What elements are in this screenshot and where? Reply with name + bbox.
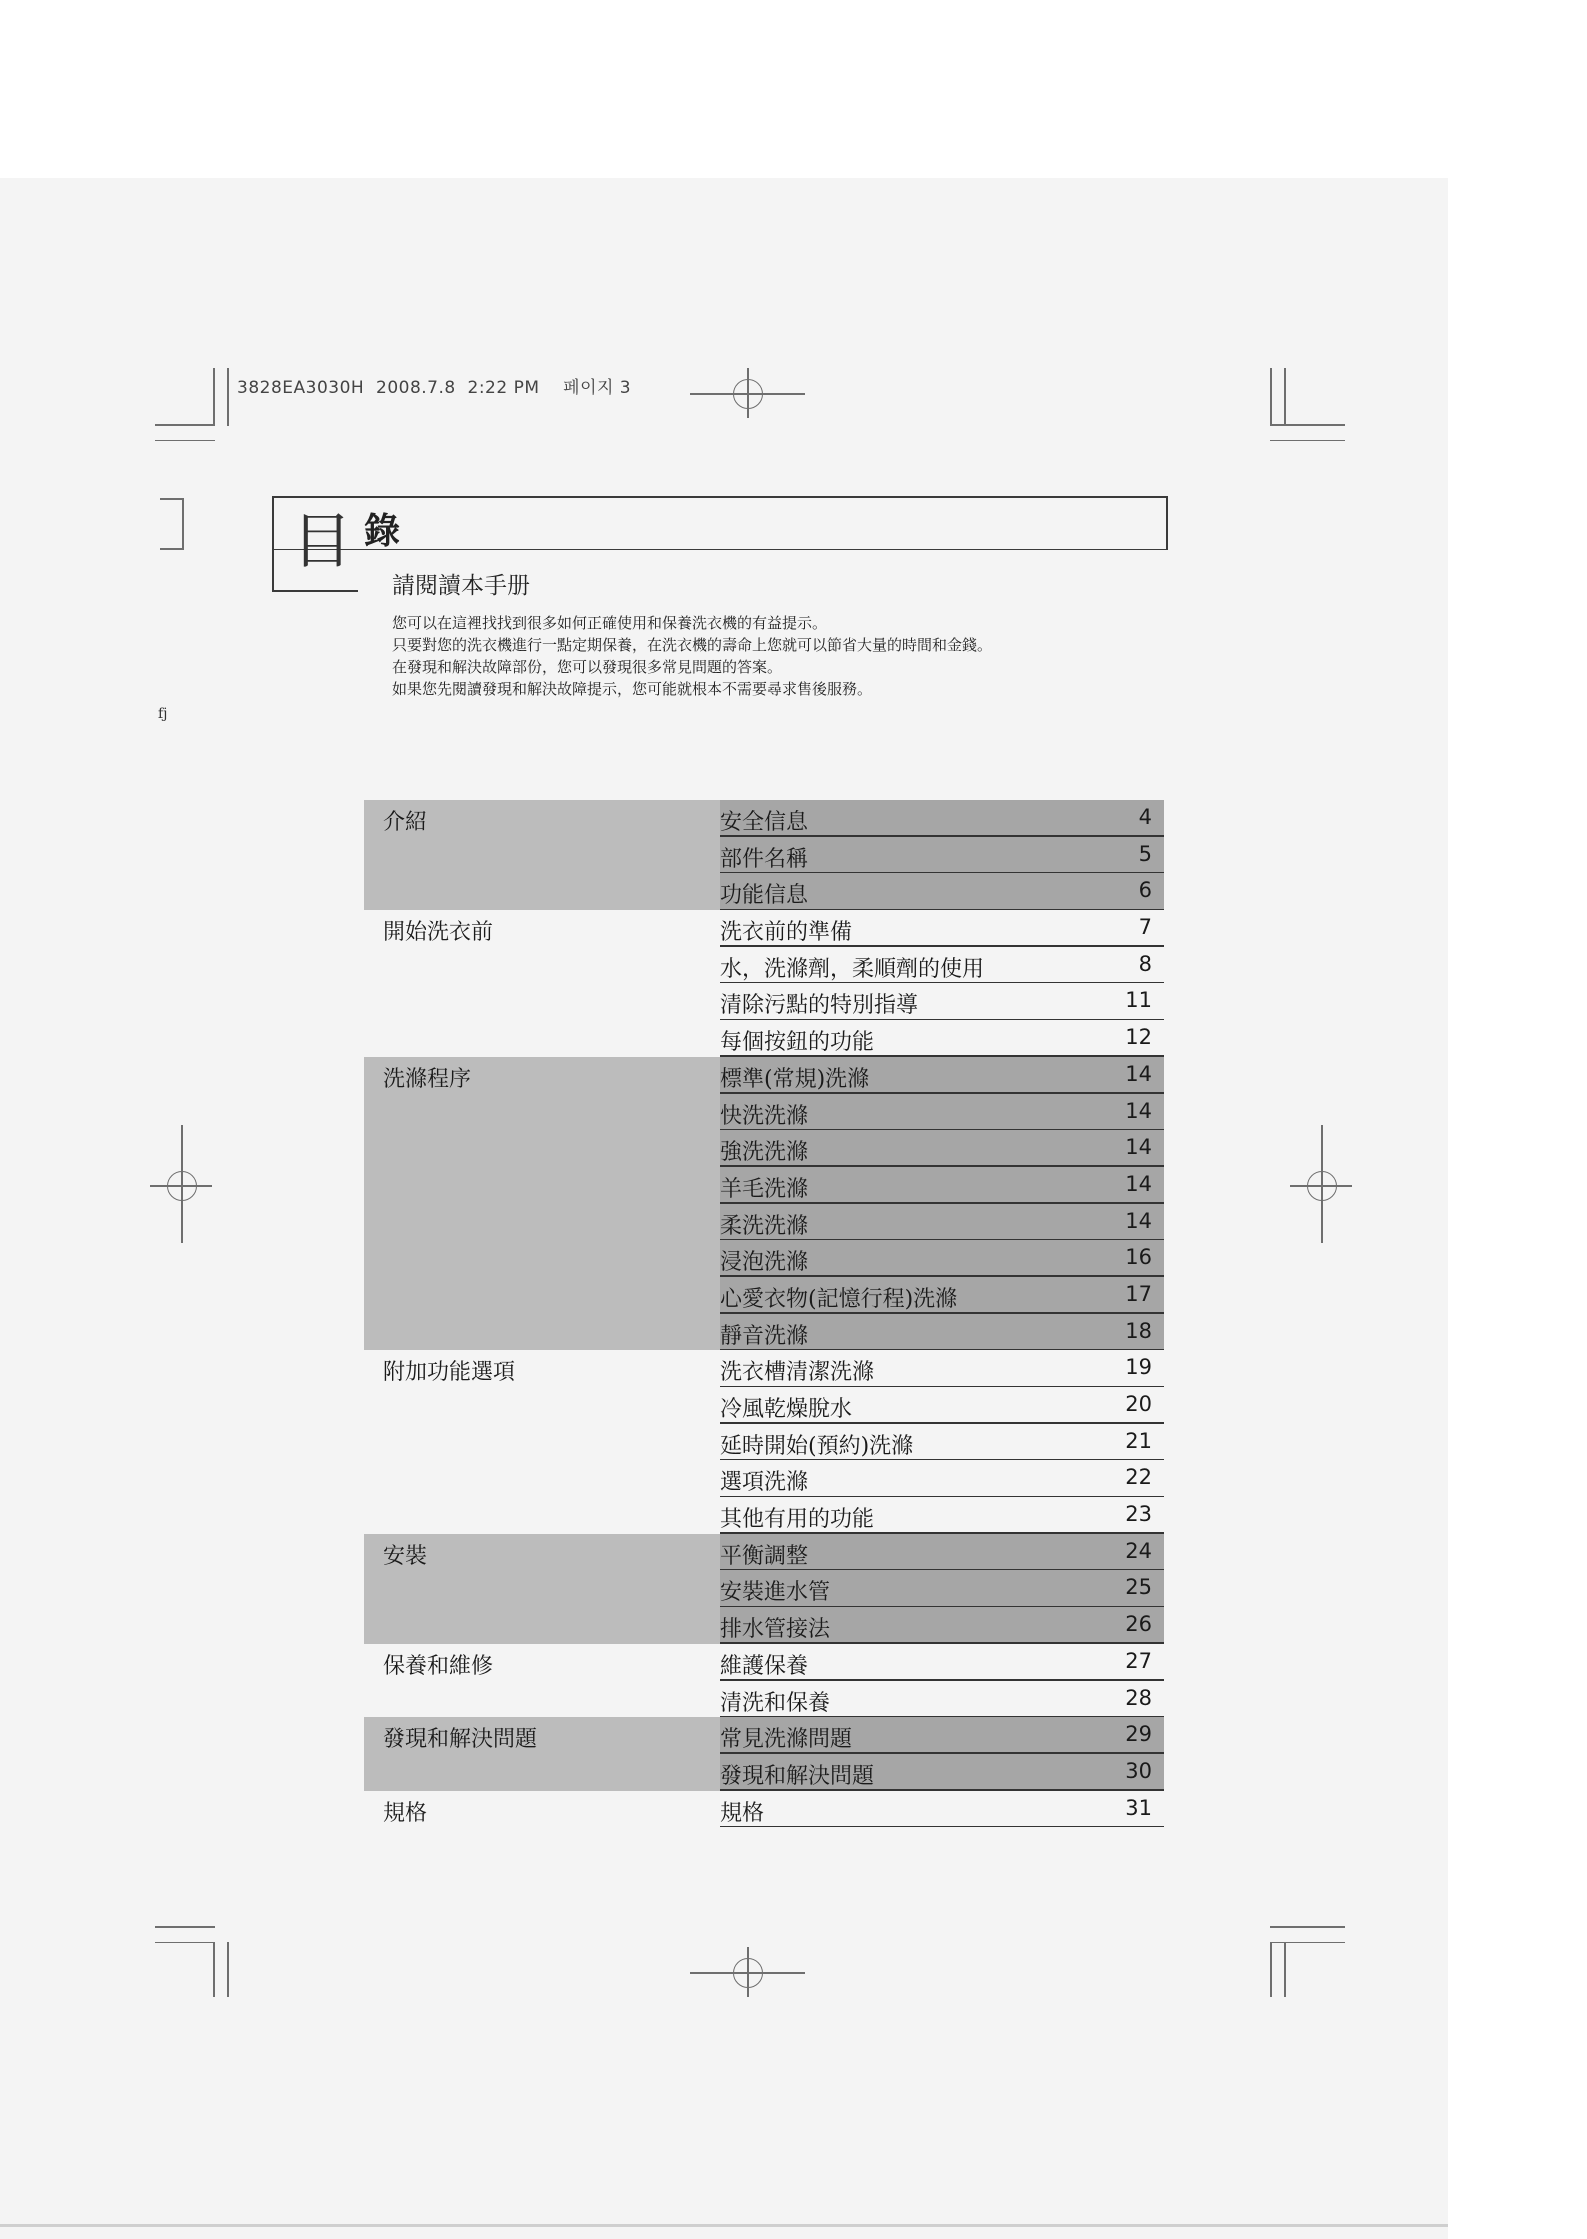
page-subtitle: 請閱讀本手册 bbox=[392, 573, 530, 599]
toc-row[interactable] bbox=[364, 837, 1164, 874]
toc-entry-page: 19 bbox=[1125, 1355, 1152, 1380]
page-label: 페이지 3 bbox=[563, 378, 632, 398]
scan-margin bbox=[1448, 178, 1587, 2239]
toc-entry-page: 14 bbox=[1125, 1061, 1152, 1086]
toc-section-label: 發現和解決問題 bbox=[383, 1727, 538, 1753]
toc-row[interactable] bbox=[364, 1314, 1164, 1351]
toc-row[interactable] bbox=[364, 1020, 1164, 1057]
margin-glyph: fj bbox=[158, 706, 168, 722]
toc-entry-page: 14 bbox=[1125, 1171, 1152, 1196]
toc-entry-page: 20 bbox=[1125, 1392, 1152, 1416]
toc-row[interactable] bbox=[364, 873, 1164, 910]
intro-paragraph bbox=[392, 612, 1212, 700]
toc-section bbox=[364, 910, 1164, 1057]
toc-entry-title: 靜音洗滌 bbox=[720, 1323, 809, 1349]
toc-entry-page: 27 bbox=[1125, 1648, 1152, 1673]
toc-section-label: 附加功能選項 bbox=[383, 1360, 516, 1386]
page-title: 錄 bbox=[364, 510, 401, 552]
scan-edge-line bbox=[0, 2224, 1448, 2227]
toc-entry-page: 25 bbox=[1125, 1575, 1152, 1600]
toc-entry-title: 水，洗滌劑，柔順劑的使用 bbox=[720, 956, 985, 982]
toc-entry-title: 冷風乾燥脫水 bbox=[720, 1397, 853, 1422]
toc-entry-page: 31 bbox=[1125, 1795, 1152, 1820]
toc-row-rule bbox=[720, 1826, 1164, 1828]
toc-row[interactable] bbox=[364, 1130, 1164, 1167]
toc-entry-title: 選項洗滌 bbox=[720, 1470, 809, 1496]
toc-entry-page: 14 bbox=[1125, 1098, 1152, 1123]
toc-entry-title: 每個按鈕的功能 bbox=[720, 1030, 875, 1056]
intro-line: 如果您先閱讀發現和解決故障提示，您可能就根本不需要尋求售後服務。 bbox=[392, 680, 873, 698]
print-header bbox=[237, 373, 631, 398]
toc-entry-page: 30 bbox=[1125, 1758, 1152, 1783]
toc-section-label: 洗滌程序 bbox=[383, 1066, 472, 1092]
toc-entry-page: 6 bbox=[1138, 878, 1152, 903]
toc-entry-page: 5 bbox=[1138, 841, 1152, 866]
toc-entry-title: 安裝進水管 bbox=[720, 1580, 831, 1606]
toc-entry-title: 排水管接法 bbox=[720, 1617, 831, 1643]
toc-entry-page: 14 bbox=[1125, 1208, 1152, 1233]
toc-section bbox=[364, 800, 1164, 910]
table-of-contents bbox=[364, 800, 1164, 1827]
toc-entry-title: 浸泡洗滌 bbox=[720, 1250, 809, 1276]
toc-row[interactable] bbox=[364, 1607, 1164, 1644]
toc-row[interactable] bbox=[364, 1240, 1164, 1277]
toc-row[interactable] bbox=[364, 947, 1164, 984]
toc-entry-title: 延時開始(預約)洗滌 bbox=[720, 1433, 914, 1459]
toc-entry-title: 柔洗洗滌 bbox=[720, 1213, 809, 1239]
toc-entry-title: 洗衣槽清潔洗滌 bbox=[720, 1360, 875, 1386]
toc-row[interactable] bbox=[364, 1791, 1164, 1828]
toc-row[interactable] bbox=[364, 1754, 1164, 1791]
toc-entry-title: 規格 bbox=[720, 1800, 765, 1826]
file-code: 3828EA3030H bbox=[237, 378, 365, 398]
toc-entry-page: 29 bbox=[1125, 1722, 1152, 1747]
toc-section-label: 規格 bbox=[383, 1800, 428, 1826]
toc-entry-title: 心愛衣物(記憶行程)洗滌 bbox=[720, 1286, 958, 1312]
toc-row[interactable] bbox=[364, 1424, 1164, 1461]
toc-entry-title: 常見洗滌問題 bbox=[720, 1727, 853, 1753]
toc-row[interactable] bbox=[364, 1497, 1164, 1534]
toc-entry-title: 標準(常規)洗滌 bbox=[720, 1066, 870, 1092]
toc-section bbox=[364, 1534, 1164, 1644]
toc-entry-page: 23 bbox=[1125, 1502, 1152, 1527]
toc-entry-title: 維護保養 bbox=[720, 1653, 809, 1679]
intro-line: 您可以在這裡找找到很多如何正確使用和保養洗衣機的有益提示。 bbox=[392, 614, 828, 632]
toc-entry-page: 4 bbox=[1138, 805, 1152, 829]
toc-section-label: 介紹 bbox=[383, 810, 428, 835]
toc-entry-title: 功能信息 bbox=[720, 883, 809, 909]
toc-entry-page: 26 bbox=[1125, 1612, 1152, 1637]
toc-entry-page: 28 bbox=[1125, 1685, 1152, 1710]
toc-row[interactable] bbox=[364, 800, 1164, 837]
intro-line: 只要對您的洗衣機進行一點定期保養，在洗衣機的壽命上您就可以節省大量的時間和金錢。 bbox=[392, 636, 993, 654]
toc-entry-page: 12 bbox=[1125, 1025, 1152, 1050]
toc-row[interactable] bbox=[364, 1277, 1164, 1314]
toc-row[interactable] bbox=[364, 1460, 1164, 1497]
toc-entry-page: 16 bbox=[1125, 1245, 1152, 1270]
toc-section-label: 保養和維修 bbox=[383, 1653, 494, 1679]
toc-entry-page: 24 bbox=[1125, 1538, 1152, 1563]
toc-row[interactable] bbox=[364, 1350, 1164, 1387]
intro-line: 在發現和解決故障部份，您可以發現很多常見問題的答案。 bbox=[392, 658, 783, 676]
toc-entry-page: 21 bbox=[1125, 1428, 1152, 1453]
toc-entry-title: 清洗和保養 bbox=[720, 1690, 831, 1716]
toc-entry-title: 安全信息 bbox=[720, 810, 809, 835]
toc-section bbox=[364, 1717, 1164, 1790]
title-frame bbox=[272, 496, 1168, 550]
toc-entry-title: 發現和解決問題 bbox=[720, 1763, 875, 1789]
toc-row[interactable] bbox=[364, 1204, 1164, 1241]
toc-entry-title: 快洗洗滌 bbox=[720, 1103, 809, 1129]
toc-entry-page: 17 bbox=[1125, 1281, 1152, 1306]
toc-entry-page: 22 bbox=[1125, 1465, 1152, 1490]
toc-row[interactable] bbox=[364, 1717, 1164, 1754]
toc-entry-title: 強洗洗滌 bbox=[720, 1140, 809, 1166]
toc-entry-title: 平衡調整 bbox=[720, 1543, 809, 1569]
title-icon: 目 bbox=[292, 507, 352, 577]
toc-row[interactable] bbox=[364, 1534, 1164, 1571]
toc-row[interactable] bbox=[364, 1387, 1164, 1424]
toc-entry-page: 18 bbox=[1125, 1318, 1152, 1343]
toc-section bbox=[364, 1350, 1164, 1533]
toc-row[interactable] bbox=[364, 1094, 1164, 1131]
toc-row[interactable] bbox=[364, 1644, 1164, 1681]
toc-row[interactable] bbox=[364, 1057, 1164, 1094]
toc-entry-title: 清除污點的特別指導 bbox=[720, 993, 919, 1019]
toc-row[interactable] bbox=[364, 983, 1164, 1020]
toc-entry-title: 部件名稱 bbox=[720, 846, 809, 872]
toc-entry-title: 羊毛洗滌 bbox=[720, 1176, 809, 1202]
toc-row[interactable] bbox=[364, 1570, 1164, 1607]
toc-section bbox=[364, 1791, 1164, 1828]
toc-row[interactable] bbox=[364, 1681, 1164, 1718]
toc-entry-title: 其他有用的功能 bbox=[720, 1507, 875, 1533]
toc-row[interactable] bbox=[364, 910, 1164, 947]
toc-entry-page: 14 bbox=[1125, 1135, 1152, 1160]
toc-section bbox=[364, 1644, 1164, 1717]
toc-entry-page: 7 bbox=[1138, 915, 1152, 940]
toc-entry-page: 8 bbox=[1138, 951, 1152, 976]
toc-row[interactable] bbox=[364, 1167, 1164, 1204]
toc-entry-title: 洗衣前的準備 bbox=[720, 920, 853, 946]
toc-section-label: 安裝 bbox=[383, 1543, 428, 1569]
toc-section bbox=[364, 1057, 1164, 1351]
toc-entry-page: 11 bbox=[1125, 988, 1152, 1013]
print-date: 2008.7.8 2:22 PM bbox=[376, 378, 540, 398]
toc-section-label: 開始洗衣前 bbox=[383, 920, 494, 946]
